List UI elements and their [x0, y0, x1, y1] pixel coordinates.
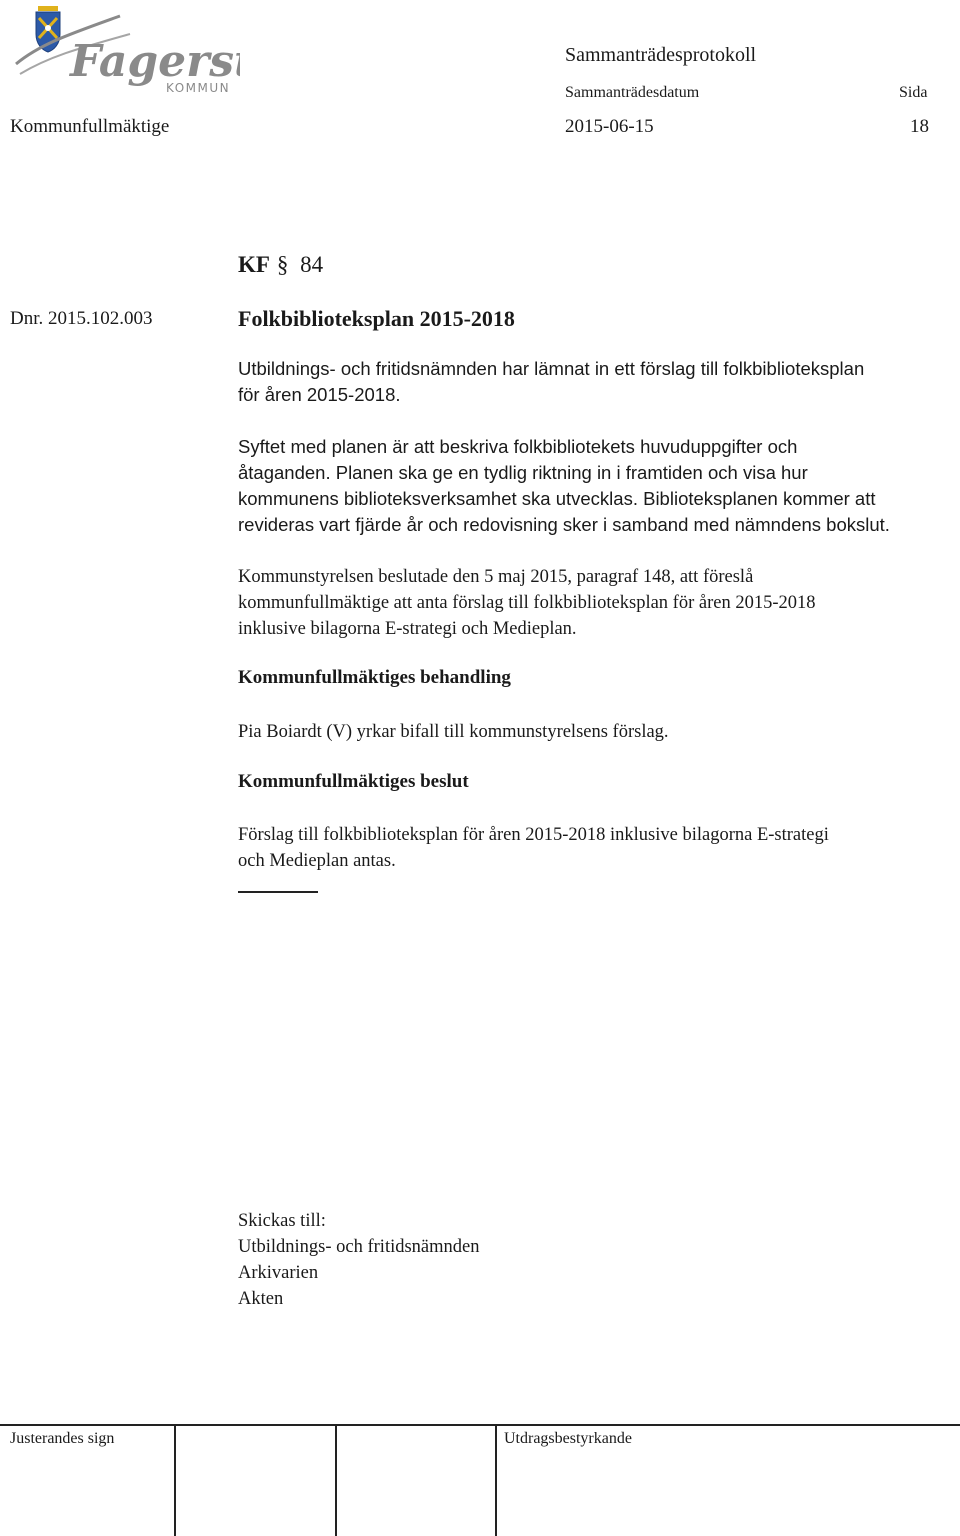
- text-line: revideras vart fjärde år och redovisning sker i samband med nämndens bokslut.: [238, 514, 890, 535]
- paragraph-3: [238, 564, 953, 642]
- decision-text: [238, 822, 953, 874]
- text-line: Syftet med planen är att beskriva folkbibliotekets huvuduppgifter och: [238, 436, 798, 457]
- end-rule: [238, 891, 318, 893]
- footer-divider: [495, 1424, 497, 1536]
- text-line: Kommunstyrelsen beslutade den 5 maj 2015, paragraf 148, att föreslå: [238, 567, 754, 587]
- treatment-text: [238, 719, 953, 745]
- extract-certification-label: Utdragsbestyrkande: [504, 1430, 632, 1447]
- logo-subtext: KOMMUN: [166, 81, 231, 95]
- justifier-sign-label: Justerandes sign: [10, 1430, 115, 1447]
- recipient: Utbildnings- och fritidsnämnden: [238, 1237, 480, 1257]
- meeting-date: 2015-06-15: [565, 116, 654, 137]
- meeting-date-label: Sammanträdesdatum: [565, 84, 700, 101]
- text-line: för åren 2015-2018.: [238, 384, 401, 405]
- recipient: Arkivarien: [238, 1263, 319, 1283]
- diary-number: Dnr. 2015.102.003: [10, 308, 153, 329]
- kf-label: KF: [238, 252, 270, 277]
- recipient: Akten: [238, 1289, 284, 1309]
- footer-rule: [0, 1424, 960, 1426]
- distribution-label: Skickas till:: [238, 1211, 326, 1231]
- decision-heading: Kommunfullmäktiges beslut: [238, 771, 469, 792]
- text-line: kommunfullmäktige att anta förslag till folkbiblioteksplan för åren 2015-2018: [238, 593, 816, 613]
- body-name: Kommunfullmäktige: [10, 116, 170, 137]
- section-id: [238, 252, 323, 278]
- section-title: Folkbiblioteksplan 2015-2018: [238, 306, 515, 331]
- section-number: 84: [300, 252, 324, 277]
- page-number: 18: [910, 116, 929, 137]
- text-line: och Medieplan antas.: [238, 851, 396, 871]
- footer-divider: [335, 1424, 337, 1536]
- treatment-heading: Kommunfullmäktiges behandling: [238, 667, 511, 688]
- paragraph-sign: §: [276, 252, 289, 277]
- document-type: Sammanträdesprotokoll: [565, 44, 757, 66]
- distribution-list: [238, 1208, 953, 1312]
- footer-divider: [174, 1424, 176, 1536]
- paragraph-1: [238, 356, 953, 408]
- text-line: Pia Boiardt (V) yrkar bifall till kommunstyrelsens förslag.: [238, 722, 669, 742]
- paragraph-2: [238, 434, 953, 538]
- text-line: åtaganden. Planen ska ge en tydlig riktning in i framtiden och visa hur: [238, 462, 808, 483]
- fagersta-kommun-logo: [10, 4, 240, 96]
- text-line: inklusive bilagorna E-strategi och Medieplan.: [238, 619, 577, 639]
- page-label: Sida: [899, 84, 928, 101]
- text-line: kommunens biblioteksverksamhet ska utvecklas. Biblioteksplanen kommer att: [238, 488, 876, 509]
- text-line: Utbildnings- och fritidsnämnden har lämnat in ett förslag till folkbiblioteksplan: [238, 358, 865, 379]
- text-line: Förslag till folkbiblioteksplan för åren 2015-2018 inklusive bilagorna E-strategi: [238, 825, 829, 845]
- logo-wordmark: Fagers: [70, 36, 235, 87]
- municipal-crest-icon: [10, 4, 240, 96]
